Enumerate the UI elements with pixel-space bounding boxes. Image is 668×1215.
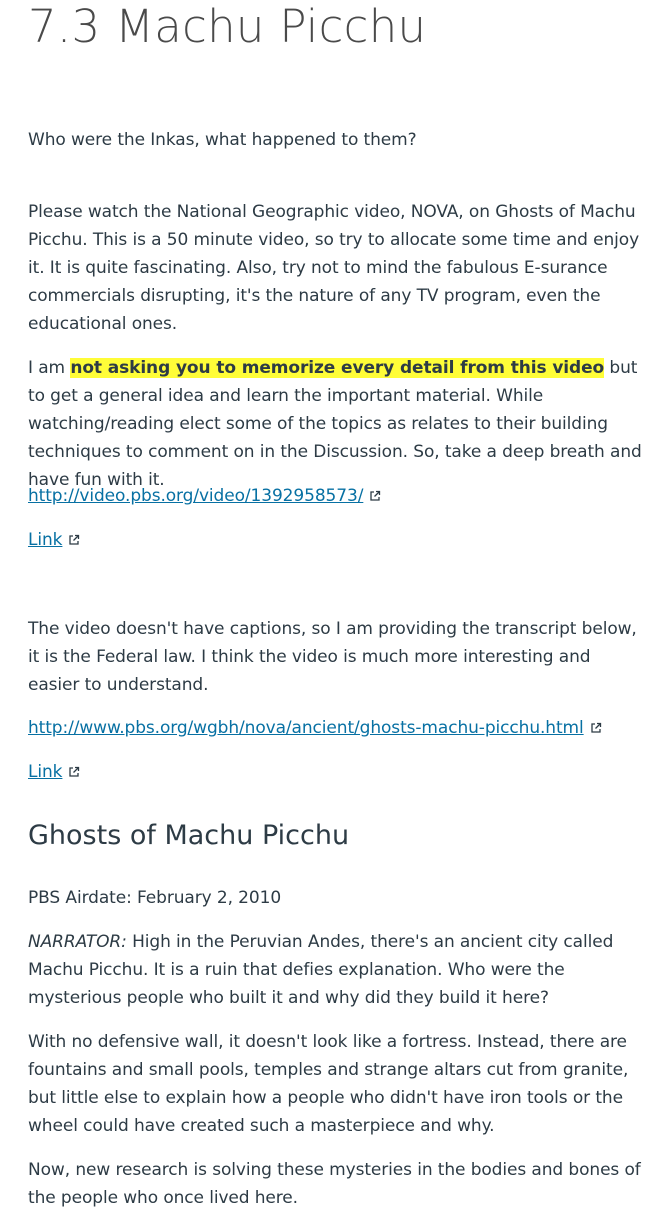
- transcript-link-line: [28, 714, 646, 742]
- narrator-paragraph: [28, 928, 646, 1012]
- question-text: Who were the Inkas, what happened to them?: [28, 130, 417, 150]
- page-title: 7.3 Machu Picchu: [28, 0, 427, 53]
- narrator-label: NARRATOR:: [28, 932, 127, 952]
- instructions-paragraph: [28, 354, 646, 494]
- research-paragraph: Now, new research is solving these mysteries in the bodies and bones of the people who once lived here.: [28, 1160, 641, 1208]
- instructions-before: I am: [28, 358, 71, 378]
- link2-line: [28, 758, 646, 786]
- transcript-link[interactable]: http://www.pbs.org/wgbh/nova/ancient/ghosts-machu-picchu.html: [28, 718, 584, 738]
- wall-paragraph: With no defensive wall, it doesn't look like a fortress. Instead, there are fountains and small pools, temples and strange altars cut from granite, but little else to explain how a people who didn't have iron tools or the wheel could have created such a masterpiece and why.: [28, 1032, 629, 1136]
- intro-paragraph: Please watch the National Geographic video, NOVA, on Ghosts of Machu Picchu. This is a 50 minute video, so try to allocate some time and enjoy it. It is quite fascinating. Also, try not to mind the fabulous E-surance commercials disrupting, it's the nature of any TV program, even the educational ones.: [28, 202, 640, 334]
- video-short-link[interactable]: Link: [28, 530, 63, 550]
- transcript-short-link[interactable]: Link: [28, 762, 63, 782]
- external-link-icon: [68, 534, 80, 546]
- highlighted-instruction: not asking you to memorize every detail from this video: [70, 358, 605, 378]
- external-link-icon: [369, 490, 381, 502]
- transcript-heading: Ghosts of Machu Picchu: [28, 820, 350, 851]
- video-link-line: [28, 482, 646, 510]
- external-link-icon: [68, 766, 80, 778]
- captions-paragraph: The video doesn't have captions, so I am providing the transcript below, it is the Federal law. I think the video is much more interesting and easier to understand.: [28, 619, 637, 695]
- video-link[interactable]: http://video.pbs.org/video/1392958573/: [28, 486, 364, 506]
- link1-line: [28, 526, 646, 554]
- external-link-icon: [590, 722, 602, 734]
- narrator-text: High in the Peruvian Andes, there's an ancient city called Machu Picchu. It is a ruin that defies explanation. Who were the mysterious people who built it and why did they build it here?: [28, 932, 614, 1008]
- airdate-text: PBS Airdate: February 2, 2010: [28, 888, 282, 908]
- instructions-after: but to get a general idea and learn the important material. While watching/reading elect some of the topics as relates to their building techniques to comment on in the Discussion. So, take a deep breath and have fun with it.: [28, 358, 642, 490]
